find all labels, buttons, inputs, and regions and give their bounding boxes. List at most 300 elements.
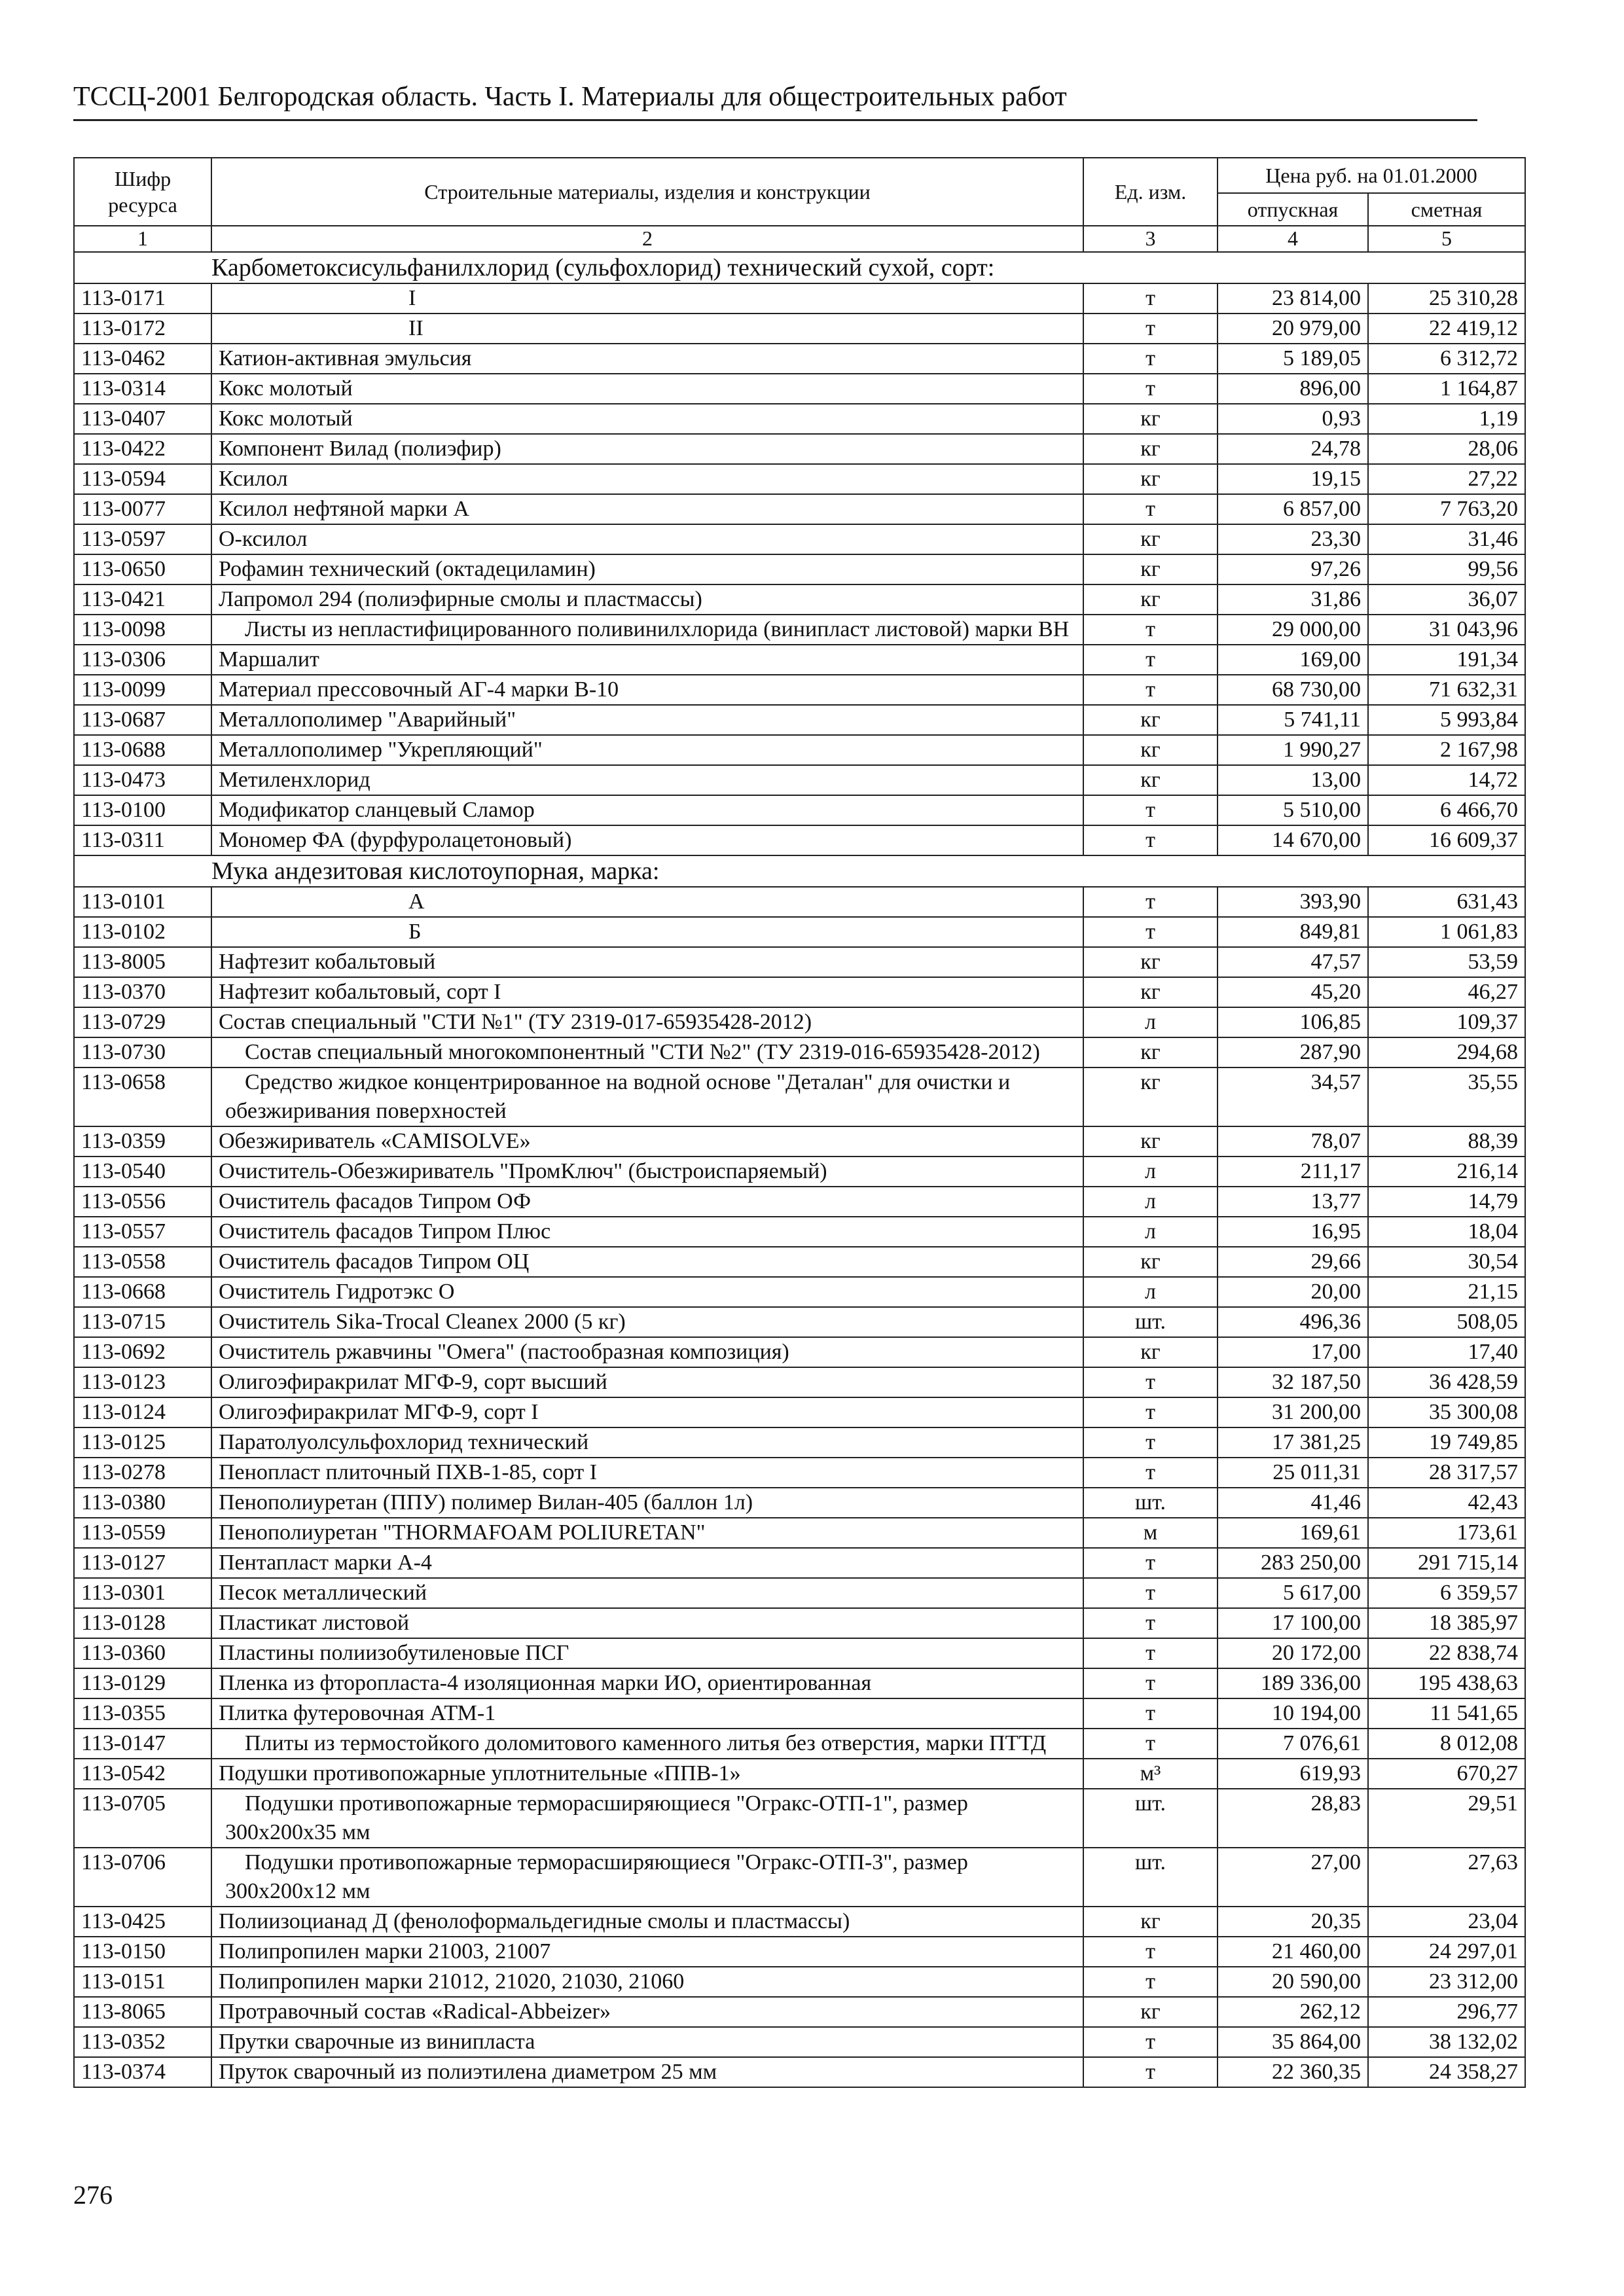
table-row [74, 1578, 1525, 1608]
release-price: 31 200,00 [1218, 1397, 1368, 1427]
resource-code: 113-0151 [74, 1967, 211, 1997]
table-row [74, 795, 1525, 825]
material-name: Нафтезит кобальтовый [211, 947, 1083, 977]
resource-code: 113-0124 [74, 1397, 211, 1427]
table-row [74, 283, 1525, 314]
page-number: 276 [73, 2180, 113, 2210]
group-title: Карбометоксисульфанилхлорид (сульфохлорид) технический сухой, сорт: [211, 252, 1525, 283]
material-name: О-ксилол [211, 524, 1083, 554]
estimate-price: 35 300,08 [1368, 1397, 1525, 1427]
table-row [74, 1157, 1525, 1187]
release-price: 5 741,11 [1218, 705, 1368, 735]
table-row [74, 1848, 1525, 1907]
resource-code: 113-0540 [74, 1157, 211, 1187]
table-body [74, 252, 1525, 2087]
resource-code: 113-0473 [74, 765, 211, 795]
header-title: ТССЦ-2001 Белгородская область. Часть I. Материалы для общестроительных работ [73, 82, 1067, 112]
estimate-price: 22 419,12 [1368, 314, 1525, 344]
table-row [74, 1698, 1525, 1729]
release-price: 29,66 [1218, 1247, 1368, 1277]
resource-code: 113-0128 [74, 1608, 211, 1638]
resource-code: 113-8065 [74, 1997, 211, 2027]
resource-code: 113-0557 [74, 1217, 211, 1247]
group-row [74, 855, 1525, 887]
material-name: Состав специальный многокомпонентный "СТИ №2" (ТУ 2319-016-65935428-2012) [211, 1037, 1083, 1067]
unit-of-measure: кг [1083, 1337, 1218, 1367]
resource-code: 113-0125 [74, 1427, 211, 1458]
unit-of-measure: кг [1083, 977, 1218, 1007]
resource-code: 113-0314 [74, 374, 211, 404]
unit-of-measure: кг [1083, 1907, 1218, 1937]
table-row [74, 1397, 1525, 1427]
release-price: 169,00 [1218, 645, 1368, 675]
resource-code: 113-0100 [74, 795, 211, 825]
unit-of-measure: л [1083, 1187, 1218, 1217]
estimate-price: 216,14 [1368, 1157, 1525, 1187]
estimate-price: 36 428,59 [1368, 1367, 1525, 1397]
table-row [74, 1729, 1525, 1759]
table-row [74, 2057, 1525, 2087]
estimate-price: 2 167,98 [1368, 735, 1525, 765]
estimate-price: 28,06 [1368, 434, 1525, 464]
material-name: Кокс молотый [211, 404, 1083, 434]
estimate-price: 291 715,14 [1368, 1548, 1525, 1578]
material-name: Олигоэфиракрилат МГФ-9, сорт I [211, 1397, 1083, 1427]
estimate-price: 14,72 [1368, 765, 1525, 795]
table-row [74, 374, 1525, 404]
table-row [74, 977, 1525, 1007]
unit-of-measure: т [1083, 1937, 1218, 1967]
estimate-price: 16 609,37 [1368, 825, 1525, 855]
unit-of-measure: м³ [1083, 1759, 1218, 1789]
estimate-price: 25 310,28 [1368, 283, 1525, 314]
release-price: 41,46 [1218, 1488, 1368, 1518]
header-name: Строительные материалы, изделия и конструкции [211, 158, 1083, 226]
material-name: Плиты из термостойкого доломитового каменного литья без отверстия, марки ПТТД [211, 1729, 1083, 1759]
header-unit: Ед. изм. [1083, 158, 1218, 226]
release-price: 45,20 [1218, 977, 1368, 1007]
estimate-price: 29,51 [1368, 1789, 1525, 1848]
material-name: II [211, 314, 1083, 344]
release-price: 17 381,25 [1218, 1427, 1368, 1458]
table-row [74, 1247, 1525, 1277]
table-row [74, 1759, 1525, 1789]
unit-of-measure: л [1083, 1007, 1218, 1037]
table-row [74, 524, 1525, 554]
unit-of-measure: т [1083, 1608, 1218, 1638]
estimate-price: 27,22 [1368, 464, 1525, 494]
resource-code: 113-0101 [74, 887, 211, 917]
table-row [74, 494, 1525, 524]
table-row [74, 404, 1525, 434]
unit-of-measure: т [1083, 645, 1218, 675]
material-name: Материал прессовочный АГ-4 марки В-10 [211, 675, 1083, 705]
resource-code: 113-0407 [74, 404, 211, 434]
resource-code: 113-0127 [74, 1548, 211, 1578]
unit-of-measure: т [1083, 1427, 1218, 1458]
resource-code: 113-0123 [74, 1367, 211, 1397]
unit-of-measure: т [1083, 2027, 1218, 2057]
table-row [74, 1367, 1525, 1397]
release-price: 14 670,00 [1218, 825, 1368, 855]
unit-of-measure: т [1083, 374, 1218, 404]
resource-code: 113-0278 [74, 1458, 211, 1488]
table-row [74, 1277, 1525, 1307]
release-price: 189 336,00 [1218, 1668, 1368, 1698]
release-price: 27,00 [1218, 1848, 1368, 1907]
material-name: Обезжириватель «CAMISOLVE» [211, 1126, 1083, 1157]
material-name: Пластикат листовой [211, 1608, 1083, 1638]
release-price: 68 730,00 [1218, 675, 1368, 705]
table-row [74, 1037, 1525, 1067]
resource-code: 113-0374 [74, 2057, 211, 2087]
column-number: 1 [74, 226, 211, 252]
unit-of-measure: т [1083, 1548, 1218, 1578]
material-name: Пруток сварочный из полиэтилена диаметром 25 мм [211, 2057, 1083, 2087]
material-name: Б [211, 917, 1083, 947]
unit-of-measure: кг [1083, 404, 1218, 434]
resource-code: 113-0099 [74, 675, 211, 705]
estimate-price: 631,43 [1368, 887, 1525, 917]
material-name: Состав специальный "СТИ №1" (ТУ 2319-017-65935428-2012) [211, 1007, 1083, 1037]
estimate-price: 23,04 [1368, 1907, 1525, 1937]
price-table [73, 157, 1526, 2088]
release-price: 25 011,31 [1218, 1458, 1368, 1488]
material-name: Металлополимер "Аварийный" [211, 705, 1083, 735]
unit-of-measure: шт. [1083, 1488, 1218, 1518]
resource-code: 113-0425 [74, 1907, 211, 1937]
unit-of-measure: кг [1083, 464, 1218, 494]
table-row [74, 1126, 1525, 1157]
unit-of-measure: л [1083, 1217, 1218, 1247]
table-row [74, 705, 1525, 735]
table-row [74, 584, 1525, 615]
estimate-price: 31 043,96 [1368, 615, 1525, 645]
resource-code: 113-0706 [74, 1848, 211, 1907]
table-row [74, 1907, 1525, 1937]
release-price: 35 864,00 [1218, 2027, 1368, 2057]
group-code-cell [74, 252, 211, 283]
material-name: А [211, 887, 1083, 917]
resource-code: 113-0668 [74, 1277, 211, 1307]
unit-of-measure: т [1083, 1729, 1218, 1759]
material-name: Очиститель фасадов Типром ОЦ [211, 1247, 1083, 1277]
material-name: Олигоэфиракрилат МГФ-9, сорт высший [211, 1367, 1083, 1397]
header-release-price: отпускная [1218, 193, 1368, 226]
resource-code: 113-0301 [74, 1578, 211, 1608]
release-price: 34,57 [1218, 1067, 1368, 1126]
table-row [74, 464, 1525, 494]
resource-code: 113-0172 [74, 314, 211, 344]
estimate-price: 18,04 [1368, 1217, 1525, 1247]
resource-code: 113-0077 [74, 494, 211, 524]
material-name: Протравочный состав «Radical-Abbeizer» [211, 1997, 1083, 2027]
release-price: 31,86 [1218, 584, 1368, 615]
material-name: Полиизоцианад Д (фенолоформальдегидные смолы и пластмассы) [211, 1907, 1083, 1937]
unit-of-measure: шт. [1083, 1848, 1218, 1907]
unit-of-measure: шт. [1083, 1789, 1218, 1848]
estimate-price: 508,05 [1368, 1307, 1525, 1337]
release-price: 0,93 [1218, 404, 1368, 434]
release-price: 23,30 [1218, 524, 1368, 554]
release-price: 28,83 [1218, 1789, 1368, 1848]
material-name: Средство жидкое концентрированное на водной основе "Деталан" для очистки и обезжиривания поверхностей [211, 1067, 1083, 1126]
material-name: Очиститель фасадов Типром ОФ [211, 1187, 1083, 1217]
estimate-price: 8 012,08 [1368, 1729, 1525, 1759]
release-price: 19,15 [1218, 464, 1368, 494]
unit-of-measure: т [1083, 1367, 1218, 1397]
release-price: 10 194,00 [1218, 1698, 1368, 1729]
unit-of-measure: т [1083, 825, 1218, 855]
estimate-price: 1 164,87 [1368, 374, 1525, 404]
table-row [74, 645, 1525, 675]
release-price: 23 814,00 [1218, 283, 1368, 314]
table-row [74, 765, 1525, 795]
unit-of-measure: кг [1083, 434, 1218, 464]
table-row [74, 344, 1525, 374]
release-price: 17,00 [1218, 1337, 1368, 1367]
unit-of-measure: шт. [1083, 1307, 1218, 1337]
table-row [74, 2027, 1525, 2057]
estimate-price: 5 993,84 [1368, 705, 1525, 735]
release-price: 262,12 [1218, 1997, 1368, 2027]
estimate-price: 296,77 [1368, 1997, 1525, 2027]
release-price: 20 590,00 [1218, 1967, 1368, 1997]
resource-code: 113-0098 [74, 615, 211, 645]
resource-code: 113-0688 [74, 735, 211, 765]
unit-of-measure: т [1083, 283, 1218, 314]
group-row [74, 252, 1525, 283]
material-name: Маршалит [211, 645, 1083, 675]
release-price: 6 857,00 [1218, 494, 1368, 524]
unit-of-measure: т [1083, 1578, 1218, 1608]
unit-of-measure: т [1083, 1397, 1218, 1427]
page-header [73, 77, 1477, 121]
resource-code: 113-0687 [74, 705, 211, 735]
estimate-price: 28 317,57 [1368, 1458, 1525, 1488]
release-price: 169,61 [1218, 1518, 1368, 1548]
resource-code: 113-0422 [74, 434, 211, 464]
release-price: 47,57 [1218, 947, 1368, 977]
release-price: 619,93 [1218, 1759, 1368, 1789]
release-price: 13,00 [1218, 765, 1368, 795]
estimate-price: 27,63 [1368, 1848, 1525, 1907]
material-name: Ксилол нефтяной марки А [211, 494, 1083, 524]
estimate-price: 7 763,20 [1368, 494, 1525, 524]
resource-code: 113-0129 [74, 1668, 211, 1698]
estimate-price: 191,34 [1368, 645, 1525, 675]
table-row [74, 314, 1525, 344]
material-name: Подушки противопожарные терморасширяющиеся "Огракс-ОТП-1", размер 300х200х35 мм [211, 1789, 1083, 1848]
resource-code: 113-0352 [74, 2027, 211, 2057]
material-name: Пентапласт марки А-4 [211, 1548, 1083, 1578]
release-price: 5 617,00 [1218, 1578, 1368, 1608]
estimate-price: 11 541,65 [1368, 1698, 1525, 1729]
header-estimate-price: сметная [1368, 193, 1525, 226]
estimate-price: 18 385,97 [1368, 1608, 1525, 1638]
release-price: 106,85 [1218, 1007, 1368, 1037]
resource-code: 113-0359 [74, 1126, 211, 1157]
unit-of-measure: кг [1083, 735, 1218, 765]
resource-code: 113-0150 [74, 1937, 211, 1967]
material-name: Подушки противопожарные уплотнительные «ППВ-1» [211, 1759, 1083, 1789]
estimate-price: 30,54 [1368, 1247, 1525, 1277]
material-name: Песок металлический [211, 1578, 1083, 1608]
material-name: Мономер ФА (фурфуролацетоновый) [211, 825, 1083, 855]
material-name: Паратолуолсульфохлорид технический [211, 1427, 1083, 1458]
table-row [74, 1427, 1525, 1458]
table-row [74, 887, 1525, 917]
resource-code: 113-0692 [74, 1337, 211, 1367]
estimate-price: 670,27 [1368, 1759, 1525, 1789]
resource-code: 113-0462 [74, 344, 211, 374]
resource-code: 113-0558 [74, 1247, 211, 1277]
table-row [74, 1217, 1525, 1247]
release-price: 5 189,05 [1218, 344, 1368, 374]
column-number: 3 [1083, 226, 1218, 252]
estimate-price: 53,59 [1368, 947, 1525, 977]
unit-of-measure: кг [1083, 705, 1218, 735]
resource-code: 113-0594 [74, 464, 211, 494]
resource-code: 113-0556 [74, 1187, 211, 1217]
table-row [74, 615, 1525, 645]
estimate-price: 21,15 [1368, 1277, 1525, 1307]
release-price: 16,95 [1218, 1217, 1368, 1247]
column-number: 5 [1368, 226, 1525, 252]
estimate-price: 35,55 [1368, 1067, 1525, 1126]
table-row [74, 554, 1525, 584]
release-price: 5 510,00 [1218, 795, 1368, 825]
material-name: Пенопласт плиточный ПХВ-1-85, сорт I [211, 1458, 1083, 1488]
header-price: Цена руб. на 01.01.2000 [1218, 158, 1525, 193]
material-name: Очиститель фасадов Типром Плюс [211, 1217, 1083, 1247]
unit-of-measure: т [1083, 1967, 1218, 1997]
estimate-price: 99,56 [1368, 554, 1525, 584]
unit-of-measure: т [1083, 1458, 1218, 1488]
unit-of-measure: кг [1083, 524, 1218, 554]
release-price: 211,17 [1218, 1157, 1368, 1187]
release-price: 22 360,35 [1218, 2057, 1368, 2087]
table-row [74, 1937, 1525, 1967]
unit-of-measure: кг [1083, 1997, 1218, 2027]
table-row [74, 1458, 1525, 1488]
estimate-price: 14,79 [1368, 1187, 1525, 1217]
release-price: 20 172,00 [1218, 1638, 1368, 1668]
table-row [74, 1997, 1525, 2027]
unit-of-measure: кг [1083, 554, 1218, 584]
material-name: Ксилол [211, 464, 1083, 494]
resource-code: 113-0360 [74, 1638, 211, 1668]
resource-code: 113-0147 [74, 1729, 211, 1759]
material-name: Пластины полиизобутиленовые ПСГ [211, 1638, 1083, 1668]
group-code-cell [74, 855, 211, 887]
table-row [74, 1668, 1525, 1698]
resource-code: 113-0171 [74, 283, 211, 314]
table-row [74, 1307, 1525, 1337]
estimate-price: 19 749,85 [1368, 1427, 1525, 1458]
table-row [74, 1518, 1525, 1548]
release-price: 78,07 [1218, 1126, 1368, 1157]
estimate-price: 109,37 [1368, 1007, 1525, 1037]
estimate-price: 23 312,00 [1368, 1967, 1525, 1997]
material-name: Кокс молотый [211, 374, 1083, 404]
unit-of-measure: кг [1083, 947, 1218, 977]
table-row [74, 917, 1525, 947]
table-row [74, 735, 1525, 765]
table-row [74, 825, 1525, 855]
estimate-price: 294,68 [1368, 1037, 1525, 1067]
resource-code: 113-0311 [74, 825, 211, 855]
estimate-price: 24 358,27 [1368, 2057, 1525, 2087]
table-row [74, 1337, 1525, 1367]
estimate-price: 1,19 [1368, 404, 1525, 434]
column-number: 4 [1218, 226, 1368, 252]
estimate-price: 24 297,01 [1368, 1937, 1525, 1967]
estimate-price: 195 438,63 [1368, 1668, 1525, 1698]
material-name: Нафтезит кобальтовый, сорт I [211, 977, 1083, 1007]
material-name: Очиститель ржавчины "Омега" (пастообразная композиция) [211, 1337, 1083, 1367]
resource-code: 113-0542 [74, 1759, 211, 1789]
unit-of-measure: кг [1083, 1247, 1218, 1277]
resource-code: 113-0715 [74, 1307, 211, 1337]
release-price: 24,78 [1218, 434, 1368, 464]
header-code: Шифр ресурса [74, 158, 211, 226]
material-name: Листы из непластифицированного поливинилхлорида (винипласт листовой) марки ВН [211, 615, 1083, 645]
material-name: Катион-активная эмульсия [211, 344, 1083, 374]
resource-code: 113-0102 [74, 917, 211, 947]
unit-of-measure: кг [1083, 1126, 1218, 1157]
unit-of-measure: т [1083, 344, 1218, 374]
unit-of-measure: кг [1083, 1067, 1218, 1126]
estimate-price: 46,27 [1368, 977, 1525, 1007]
estimate-price: 17,40 [1368, 1337, 1525, 1367]
resource-code: 113-0370 [74, 977, 211, 1007]
unit-of-measure: кг [1083, 765, 1218, 795]
estimate-price: 42,43 [1368, 1488, 1525, 1518]
release-price: 20,00 [1218, 1277, 1368, 1307]
table-row [74, 1488, 1525, 1518]
material-name: Металлополимер "Укрепляющий" [211, 735, 1083, 765]
release-price: 17 100,00 [1218, 1608, 1368, 1638]
resource-code: 113-0306 [74, 645, 211, 675]
release-price: 896,00 [1218, 374, 1368, 404]
material-name: Компонент Вилад (полиэфир) [211, 434, 1083, 464]
release-price: 20,35 [1218, 1907, 1368, 1937]
release-price: 97,26 [1218, 554, 1368, 584]
unit-of-measure: т [1083, 2057, 1218, 2087]
unit-of-measure: т [1083, 675, 1218, 705]
table-row [74, 434, 1525, 464]
release-price: 287,90 [1218, 1037, 1368, 1067]
table-row [74, 1789, 1525, 1848]
unit-of-measure: т [1083, 1668, 1218, 1698]
table-row [74, 1638, 1525, 1668]
unit-of-measure: т [1083, 917, 1218, 947]
unit-of-measure: л [1083, 1157, 1218, 1187]
table-row [74, 675, 1525, 705]
material-name: Очиститель-Обезжириватель "ПромКлюч" (быстроиспаряемый) [211, 1157, 1083, 1187]
estimate-price: 36,07 [1368, 584, 1525, 615]
material-name: I [211, 283, 1083, 314]
estimate-price: 22 838,74 [1368, 1638, 1525, 1668]
resource-code: 113-0658 [74, 1067, 211, 1126]
unit-of-measure: т [1083, 1698, 1218, 1729]
material-name: Пенополиуретан "THORMAFOAM POLIURETAN" [211, 1518, 1083, 1548]
release-price: 7 076,61 [1218, 1729, 1368, 1759]
material-name: Пенополиуретан (ППУ) полимер Вилан-405 (баллон 1л) [211, 1488, 1083, 1518]
table-row [74, 947, 1525, 977]
table-row [74, 1548, 1525, 1578]
